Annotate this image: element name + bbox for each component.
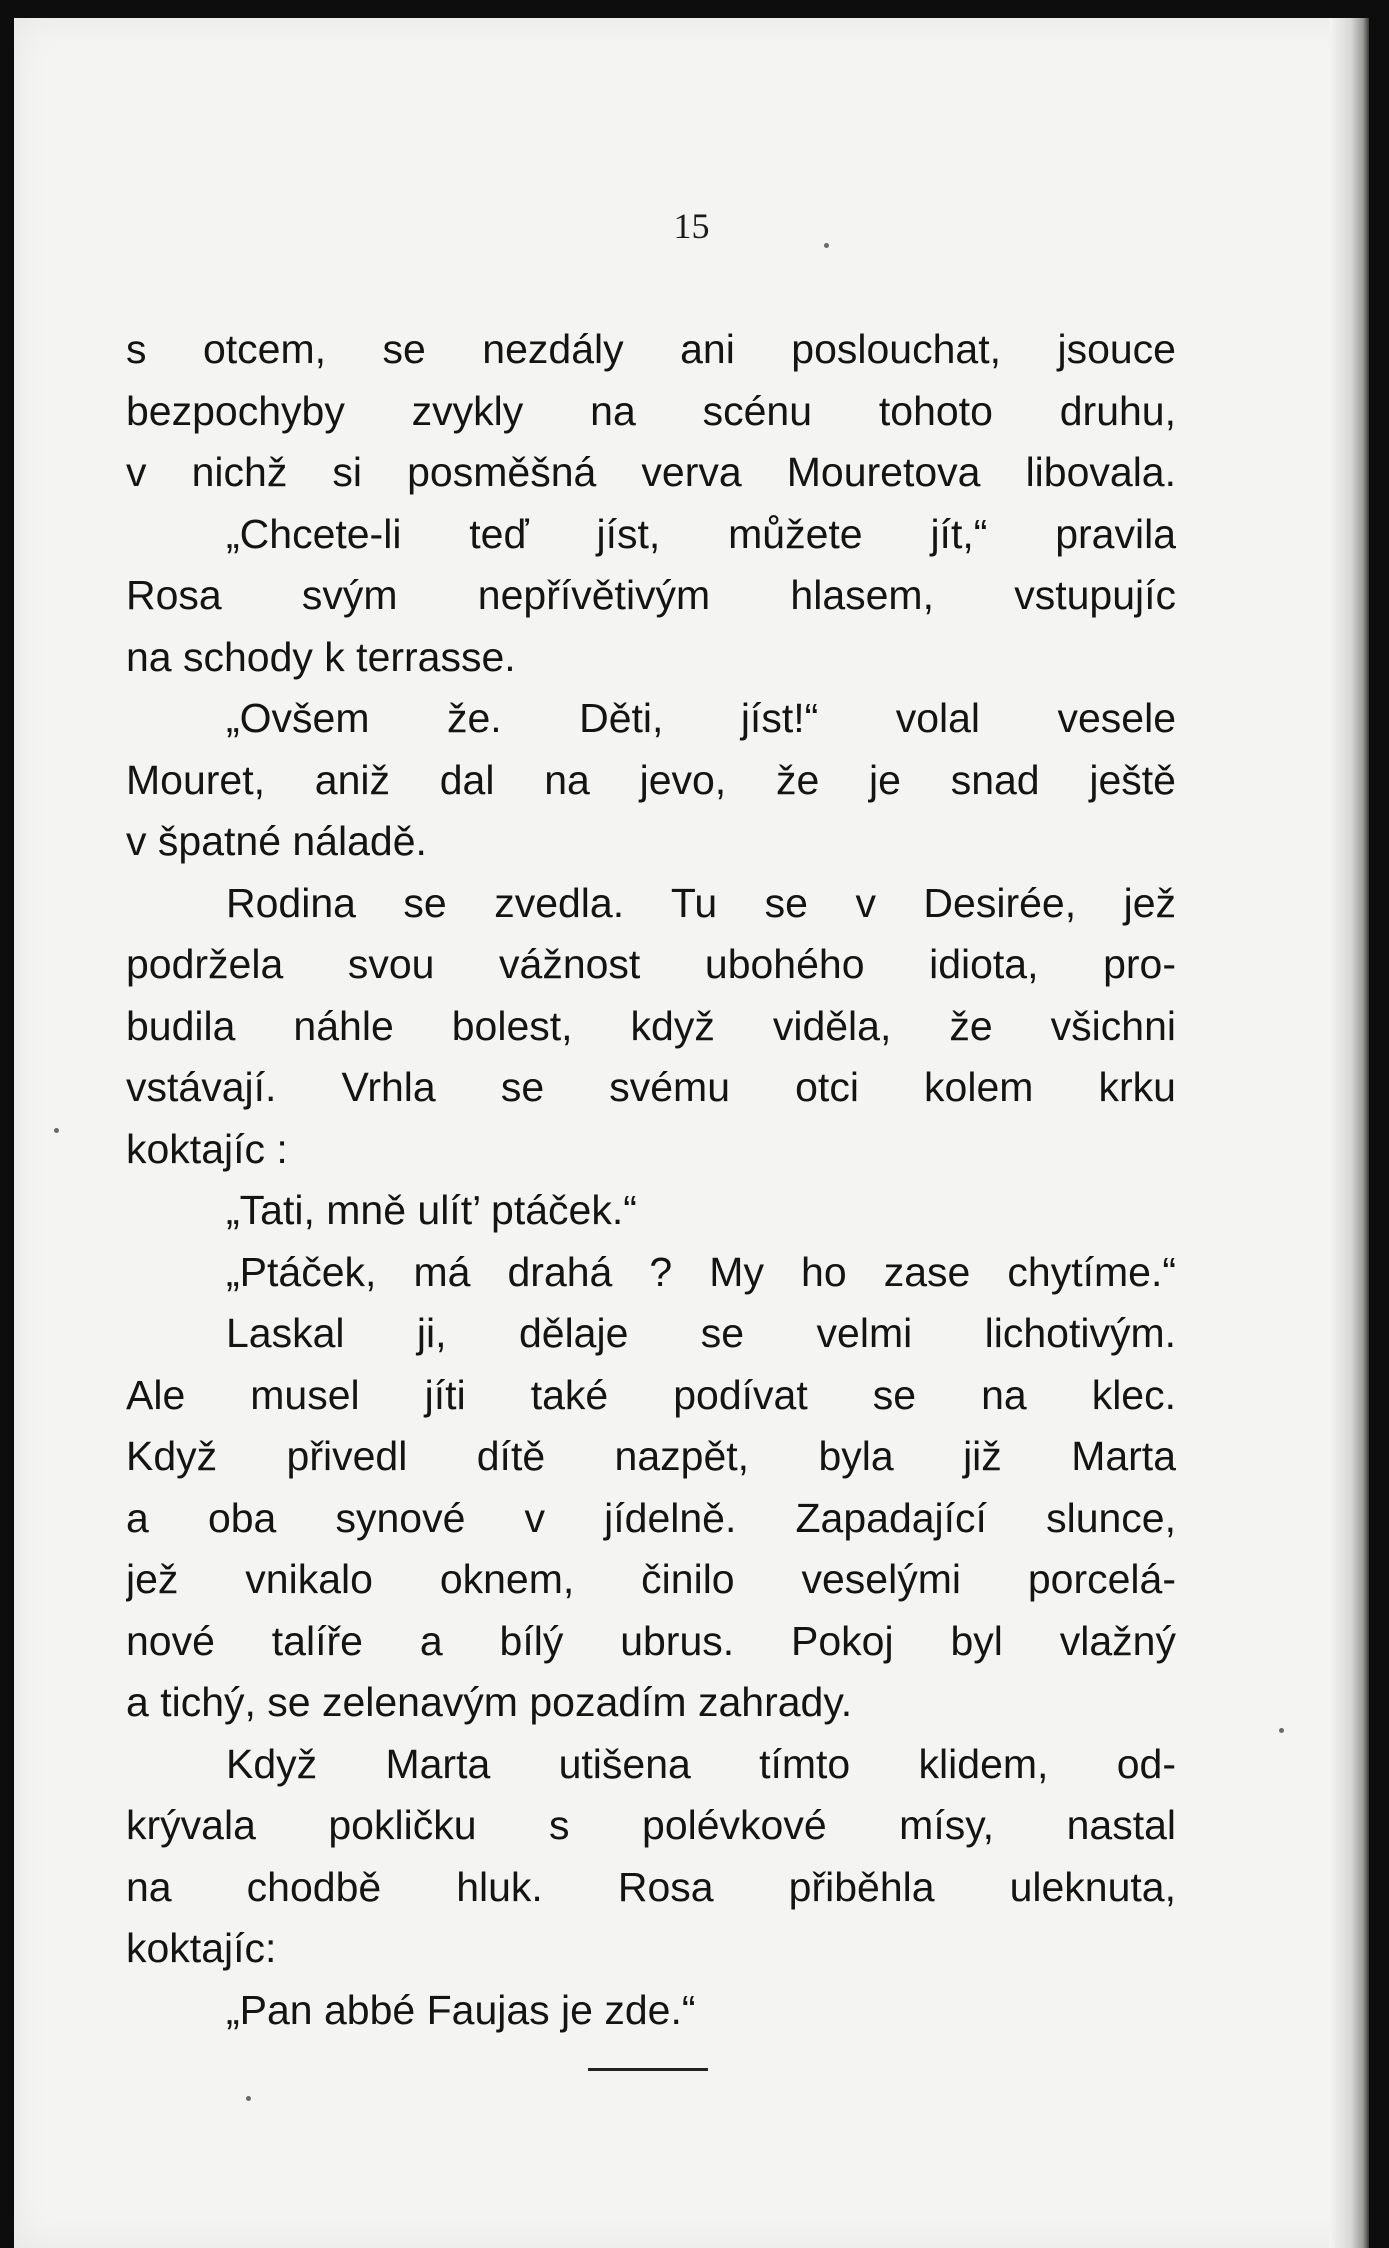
body-text [126,319,1176,2041]
paper-speck [246,2096,251,2101]
text-line: koktajíc : [126,1125,288,1172]
text-line: „Tati, mně ulít’ ptáček.“ [226,1187,637,1233]
text-line: Mouret, aniž dal na jevo, že je snad ještě [126,756,1176,803]
text-line: „Chcete-li teď jíst, můžete jít,“ pravila [226,510,1176,557]
text-line: bezpochyby zvykly na scénu tohoto druhu, [126,387,1176,434]
text-line: Rodina se zvedla. Tu se v Desirée, jež [226,879,1176,926]
text-line: Laskal ji, dělaje se velmi lichotivým. [226,1310,1176,1356]
paper-speck [824,243,829,248]
text-line: jež vnikalo oknem, činilo veselými porcelá- [126,1556,1176,1602]
text-line: na chodbě hluk. Rosa přiběhla uleknuta, [126,1863,1176,1910]
paper-speck [1279,1728,1284,1733]
page-number: 15 [673,206,710,246]
text-line: krývala pokličku s polévkové mísy, nastal [126,1802,1176,1848]
book-page [14,18,1369,2248]
text-line: koktajíc: [126,1925,277,1971]
text-line: nové talíře a bílý ubrus. Pokoj byl vlažný [126,1617,1176,1664]
text-line: „Pan abbé Faujas je zde.“ [226,1986,696,2033]
text-line: Když Marta utišena tímto klidem, od- [226,1740,1176,1787]
text-line: vstávají. Vrhla se svému otci kolem krku [126,1064,1176,1110]
text-line: budila náhle bolest, když viděla, že všichni [126,1002,1176,1049]
text-line: s otcem, se nezdály ani poslouchat, jsouce [126,326,1176,372]
text-line: „Ovšem že. Děti, jíst!“ volal vesele [226,695,1176,741]
page-spine-shadow [1329,18,1369,2248]
text-line: v nichž si posměšná verva Mouretova libovala. [126,449,1176,495]
text-line: „Ptáček, má drahá ? My ho zase chytíme.“ [226,1248,1176,1295]
text-line: na schody k terrasse. [126,633,516,680]
paper-speck [54,1128,59,1133]
text-line: v špatné náladě. [126,818,427,864]
text-line: Když přivedl dítě nazpět, byla již Marta [126,1433,1176,1479]
text-line: a oba synové v jídelně. Zapadající slunce, [126,1494,1176,1541]
text-line: a tichý, se zelenavým pozadím zahrady. [126,1679,853,1725]
text-line: Ale musel jíti také podívat se na klec. [126,1371,1176,1418]
end-rule [588,2068,708,2071]
text-line: Rosa svým nepřívětivým hlasem, vstupujíc [126,572,1176,618]
text-line: podržela svou vážnost ubohého idiota, pro- [126,941,1176,987]
